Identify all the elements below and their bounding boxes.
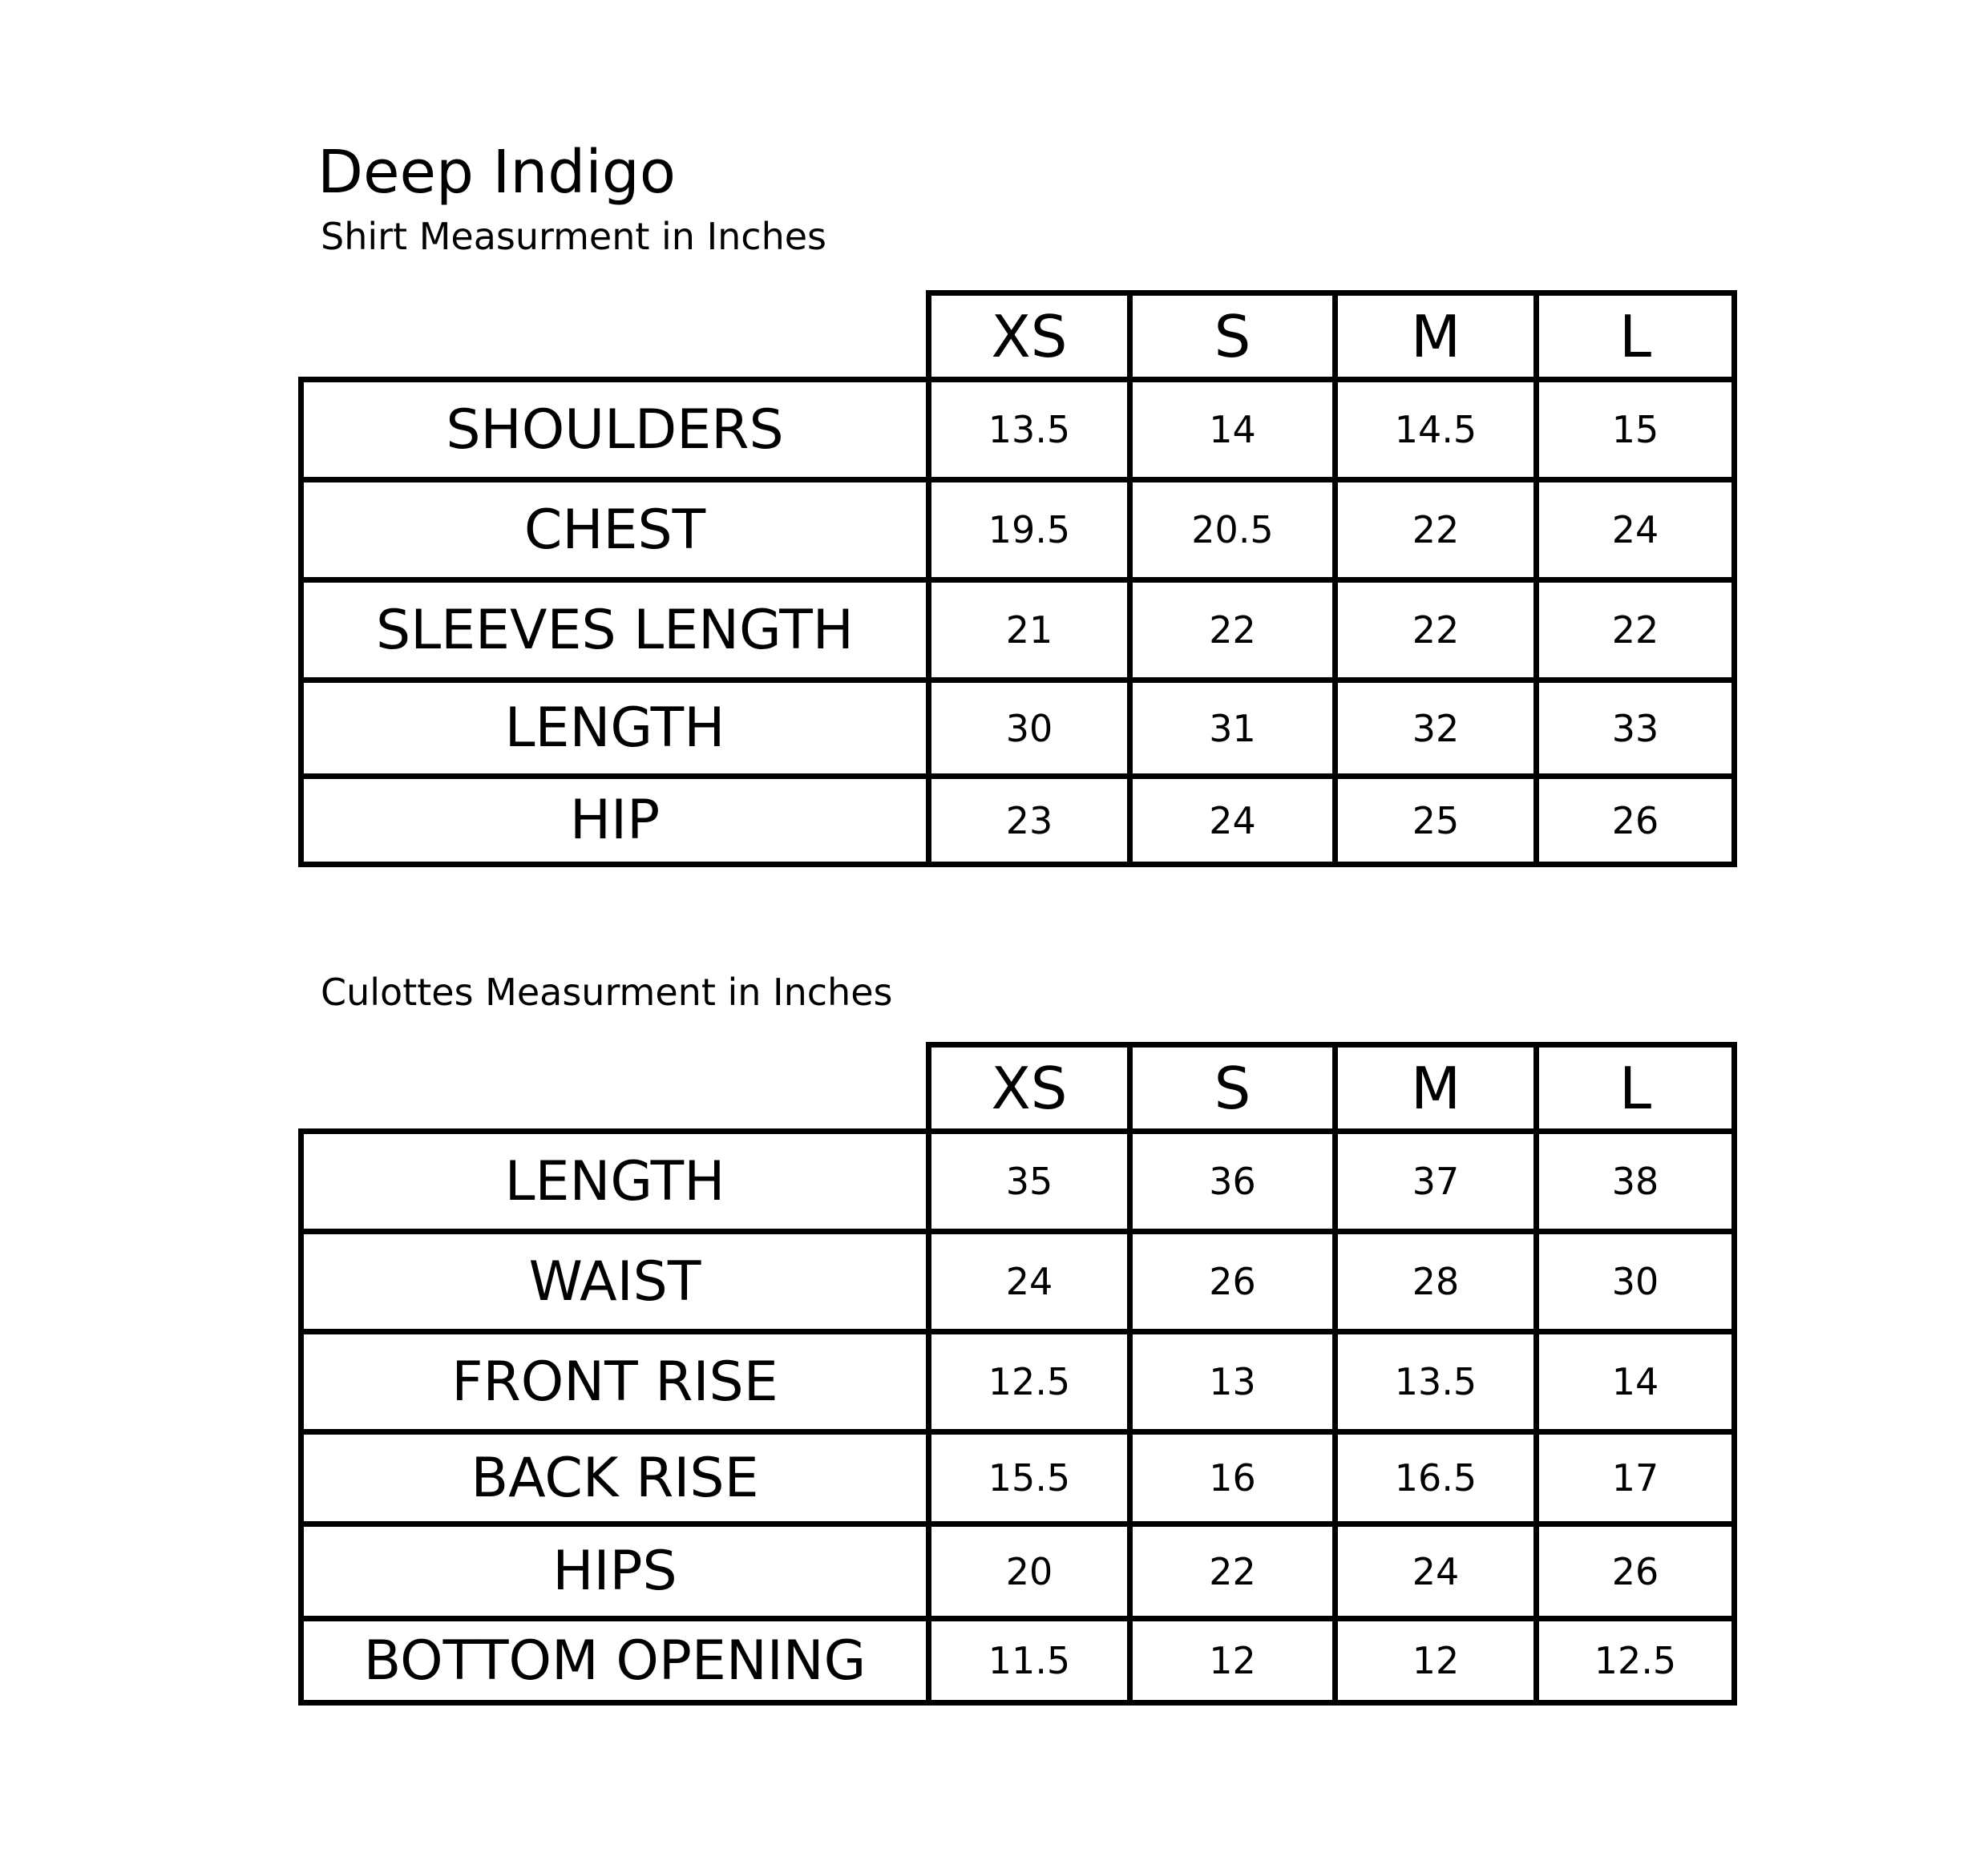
culottes-cell: 35 [926,1128,1133,1234]
culottes-cell: 14 [1533,1329,1737,1435]
culottes-cell: 17 [1533,1429,1737,1527]
shirt-cell: 26 [1533,773,1737,867]
shirt-cell: 24 [1127,773,1338,867]
shirt-row-label: SLEEVES LENGTH [298,577,931,683]
shirt-header-s: S [1127,290,1338,382]
culottes-row-label: HIPS [298,1521,931,1621]
culottes-subtitle: Culottes Measurment in Inches [321,971,893,1014]
shirt-cell: 14.5 [1332,377,1539,482]
culottes-cell: 12.5 [1533,1616,1737,1706]
shirt-cell: 20.5 [1127,477,1338,583]
culottes-header-l: L [1533,1042,1737,1134]
culottes-cell: 15.5 [926,1429,1133,1527]
culottes-cell: 24 [1332,1521,1539,1621]
culottes-cell: 16 [1127,1429,1338,1527]
shirt-cell: 24 [1533,477,1737,583]
shirt-cell: 31 [1127,677,1338,779]
culottes-cell: 36 [1127,1128,1338,1234]
culottes-row-label: BACK RISE [298,1429,931,1527]
shirt-row-label: CHEST [298,477,931,583]
culottes-cell: 28 [1332,1229,1539,1334]
shirt-header-xs: XS [926,290,1133,382]
shirt-subtitle: Shirt Measurment in Inches [321,215,827,258]
page-title: Deep Indigo [317,138,677,207]
culottes-header-xs: XS [926,1042,1133,1134]
shirt-header-l: L [1533,290,1737,382]
shirt-cell: 13.5 [926,377,1133,482]
shirt-cell: 22 [1127,577,1338,683]
shirt-cell: 22 [1533,577,1737,683]
culottes-row-label: BOTTOM OPENING [298,1616,931,1706]
culottes-cell: 24 [926,1229,1133,1334]
culottes-cell: 12.5 [926,1329,1133,1435]
culottes-cell: 16.5 [1332,1429,1539,1527]
culottes-cell: 26 [1127,1229,1338,1334]
culottes-cell: 11.5 [926,1616,1133,1706]
culottes-cell: 38 [1533,1128,1737,1234]
culottes-cell: 30 [1533,1229,1737,1334]
culottes-cell: 26 [1533,1521,1737,1621]
culottes-cell: 37 [1332,1128,1539,1234]
culottes-header-m: M [1332,1042,1539,1134]
shirt-cell: 30 [926,677,1133,779]
shirt-header-m: M [1332,290,1539,382]
shirt-cell: 15 [1533,377,1737,482]
culottes-cell: 13.5 [1332,1329,1539,1435]
culottes-cell: 20 [926,1521,1133,1621]
shirt-cell: 23 [926,773,1133,867]
shirt-cell: 32 [1332,677,1539,779]
shirt-cell: 33 [1533,677,1737,779]
shirt-cell: 25 [1332,773,1539,867]
shirt-row-label: LENGTH [298,677,931,779]
shirt-cell: 21 [926,577,1133,683]
culottes-cell: 13 [1127,1329,1338,1435]
shirt-cell: 22 [1332,577,1539,683]
culottes-cell: 12 [1127,1616,1338,1706]
culottes-header-s: S [1127,1042,1338,1134]
shirt-cell: 19.5 [926,477,1133,583]
shirt-cell: 22 [1332,477,1539,583]
culottes-cell: 22 [1127,1521,1338,1621]
shirt-row-label: HIP [298,773,931,867]
shirt-cell: 14 [1127,377,1338,482]
culottes-cell: 12 [1332,1616,1539,1706]
culottes-row-label: FRONT RISE [298,1329,931,1435]
culottes-row-label: WAIST [298,1229,931,1334]
shirt-row-label: SHOULDERS [298,377,931,482]
culottes-row-label: LENGTH [298,1128,931,1234]
